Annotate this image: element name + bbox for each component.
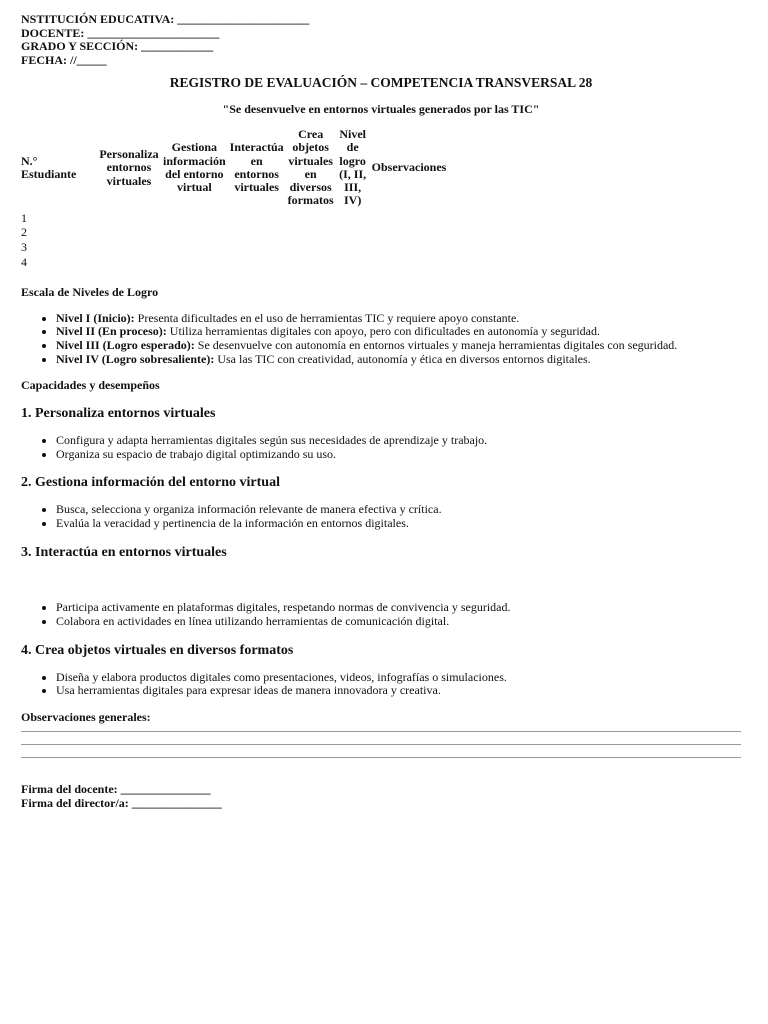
scale-list — [21, 312, 741, 367]
level-label: Nivel II (En proceso): — [56, 324, 167, 339]
list-item — [56, 325, 741, 339]
capacity-list — [21, 434, 741, 462]
capacity-list — [21, 503, 741, 531]
signatures-block — [21, 783, 741, 810]
level-text: Se desenvuelve con autonomía en entornos virtuales y maneja herramientas digitales con seguridad. — [194, 338, 678, 353]
list-item: • Usa herramientas digitales para expresar ideas de manera innovadora y creativa. — [56, 684, 741, 698]
capacity-title: 3. Interactúa en entornos virtuales — [21, 544, 227, 560]
capacity-list — [21, 601, 741, 629]
list-item: • Evalúa la veracidad y pertinencia de la información en entornos digitales. — [56, 517, 741, 531]
table-header-row — [21, 128, 448, 208]
document-header — [21, 13, 741, 67]
col-nivel: Nivel de logro (I, II, III, IV) — [339, 127, 367, 208]
level-label: Nivel I (Inicio): — [56, 310, 135, 325]
level-label: Nivel IV (Logro sobresaliente): — [56, 351, 215, 366]
date-field: FECHA: //_____ — [21, 52, 107, 67]
evaluation-table — [21, 128, 448, 208]
col-crea: Crea objetos virtuales en diversos formatos — [287, 127, 334, 208]
table-row: 3 — [21, 240, 27, 255]
col-student-number: N.° Estudiante — [21, 153, 77, 181]
list-item: • Organiza su espacio de trabajo digital optimizando su uso. — [56, 448, 741, 462]
director-signature: Firma del director/a: _______________ — [21, 795, 222, 810]
col-observaciones: Observaciones — [371, 160, 447, 175]
teacher-field: DOCENTE: ______________________ — [21, 25, 220, 40]
grade-section-field: GRADO Y SECCIÓN: ____________ — [21, 39, 214, 53]
observation-line — [21, 731, 741, 732]
level-label: Nivel III (Logro esperado): — [56, 338, 195, 353]
list-item — [56, 312, 741, 326]
col-gestiona: Gestiona información del entorno virtual — [163, 140, 226, 195]
list-item: • Colabora en actividades en línea utilizando herramientas de comunicación digital. — [56, 615, 741, 629]
observation-line — [21, 757, 741, 758]
teacher-signature: Firma del docente: _______________ — [21, 782, 211, 797]
level-text: Utiliza herramientas digitales con apoyo, pero con dificultades en autonomía y seguridad. — [166, 324, 600, 339]
observation-line — [21, 744, 741, 745]
capacities-heading: Capacidades y desempeños — [21, 377, 160, 392]
list-item — [56, 339, 741, 353]
level-text: Presenta dificultades en el uso de herramientas TIC y requiere apoyo constante. — [134, 310, 520, 325]
student-rows — [21, 211, 741, 270]
document-title: REGISTRO DE EVALUACIÓN – COMPETENCIA TRANSVERSAL 28 — [169, 75, 593, 90]
level-text: Usa las TIC con creatividad, autonomía y ética en diversos entornos digitales. — [214, 351, 591, 366]
capacity-title: 1. Personaliza entornos virtuales — [21, 405, 216, 421]
observations-heading: Observaciones generales: — [21, 710, 151, 725]
capacity-title: 4. Crea objetos virtuales en diversos formatos — [21, 642, 294, 658]
list-item — [56, 353, 741, 367]
table-row: 4 — [21, 254, 27, 269]
table-row: 2 — [21, 225, 27, 240]
scale-heading: Escala de Niveles de Logro — [21, 284, 159, 299]
list-item: • Configura y adapta herramientas digitales según sus necesidades de aprendizaje y trabajo. — [56, 434, 741, 448]
capacity-list — [21, 671, 741, 699]
capacity-title: 2. Gestiona información del entorno virtual — [21, 475, 280, 491]
col-personaliza: Personaliza entornos virtuales — [99, 146, 159, 188]
list-item: • Participa activamente en plataformas digitales, respetando normas de convivencia y seguridad. — [56, 601, 741, 615]
document-subtitle: "Se desenvuelve en entornos virtuales generados por las TIC" — [222, 102, 540, 116]
list-item: • Busca, selecciona y organiza información relevante de manera efectiva y crítica. — [56, 503, 741, 517]
institution-field: NSTITUCIÓN EDUCATIVA: ______________________ — [21, 12, 310, 26]
list-item: • Diseña y elabora productos digitales como presentaciones, videos, infografías o simulaciones. — [56, 671, 741, 685]
evaluation-document — [21, 13, 741, 810]
table-row: 1 — [21, 210, 27, 225]
col-interactua: Interactúa en entornos virtuales — [229, 140, 284, 195]
